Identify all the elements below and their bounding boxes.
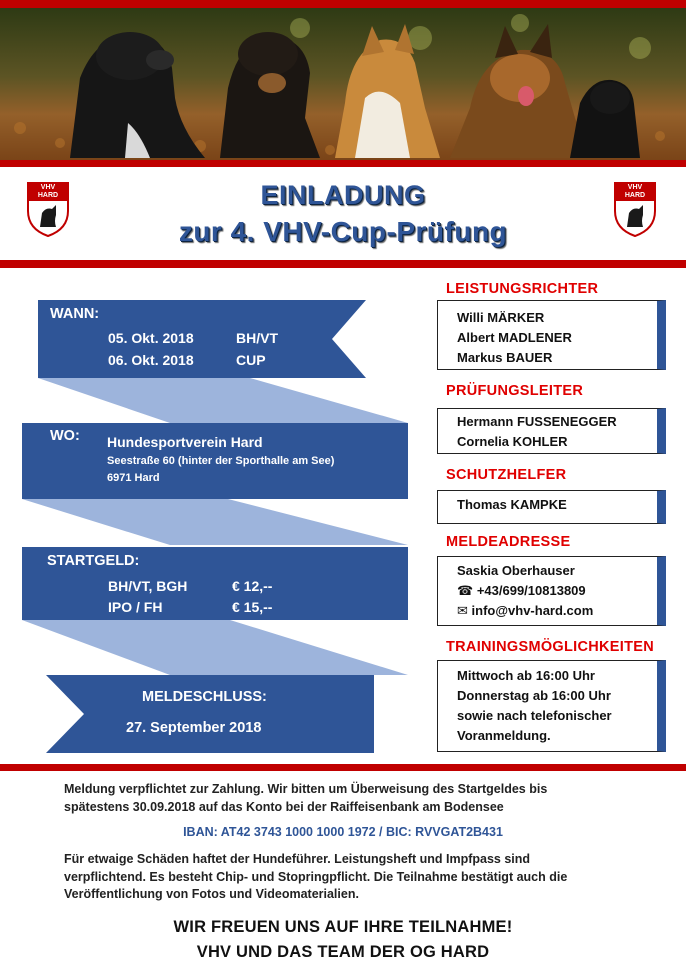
- startgeld-label: STARTGELD:: [47, 553, 140, 569]
- leader-name: Cornelia KOHLER: [457, 434, 568, 449]
- schutzhelfer-box: [437, 490, 666, 524]
- closing-line-1: WIR FREUEN UNS AUF IHRE TEILNAHME!: [173, 918, 513, 936]
- liability-line-1: Für etwaige Schäden haftet der Hundeführer. Leistungsheft und Impfpass sind: [64, 852, 531, 866]
- pruefungsleiter-box: [437, 408, 666, 454]
- liability-notice: [64, 851, 644, 904]
- fee-price-2: € 15,--: [232, 599, 273, 615]
- contact-email[interactable]: info@vhv-hard.com: [471, 603, 594, 618]
- wann-date-1: 05. Okt. 2018: [108, 330, 194, 346]
- training-box: [437, 660, 666, 752]
- wo-city: 6971 Hard: [107, 472, 160, 484]
- leistungsrichter-box: [437, 300, 666, 370]
- photo-red-bar: [0, 160, 686, 167]
- payment-line-2: spätestens 30.09.2018 auf das Konto bei der Raiffeisenbank am Bodensee: [64, 799, 504, 814]
- pruefungsleiter-heading: PRÜFUNGSLEITER: [446, 383, 584, 399]
- wo-street: Seestraße 60 (hinter der Sporthalle am See): [107, 455, 335, 467]
- liability-line-3: Veröffentlichung von Fotos und Videomaterialien.: [64, 887, 359, 901]
- helper-name: Thomas KAMPKE: [457, 497, 567, 512]
- page-subtitle: zur 4. VHV-Cup-Prüfung: [178, 216, 508, 247]
- training-line: sowie nach telefonischer: [457, 708, 612, 723]
- header-dog-photo: [0, 8, 686, 160]
- ribbon-connector-1: [38, 378, 408, 423]
- meldeschluss-label: MELDESCHLUSS:: [142, 689, 267, 705]
- top-red-bar: [0, 0, 686, 8]
- footer-red-bar: [0, 764, 686, 771]
- badge-right-line1: VHV: [627, 184, 643, 191]
- wann-date-2: 06. Okt. 2018: [108, 352, 194, 368]
- training-heading: TRAININGSMÖGLICHKEITEN: [446, 639, 654, 655]
- judge-name: Willi MÄRKER: [457, 310, 545, 325]
- training-line: Mittwoch ab 16:00 Uhr: [457, 668, 595, 683]
- judge-name: Markus BAUER: [457, 350, 553, 365]
- leistungsrichter-heading: LEISTUNGSRICHTER: [446, 281, 599, 297]
- badge-right-line2: HARD: [624, 192, 646, 199]
- contact-name: Saskia Oberhauser: [457, 563, 575, 578]
- band-meldeschluss: [46, 675, 374, 753]
- fee-price-1: € 12,--: [232, 578, 273, 594]
- closing-line-2: VHV UND DAS TEAM DER OG HARD: [196, 943, 490, 961]
- wann-type-2: CUP: [236, 352, 266, 368]
- fee-category-2: IPO / FH: [108, 599, 163, 615]
- training-line: Voranmeldung.: [457, 728, 551, 743]
- ribbon-connector-3: [22, 620, 408, 675]
- judge-name: Albert MADLENER: [457, 330, 572, 345]
- wo-label: WO:: [50, 428, 80, 444]
- wo-venue: Hundesportverein Hard: [107, 434, 263, 450]
- meldeadresse-box: [437, 556, 666, 626]
- contact-phone[interactable]: +43/699/10813809: [476, 583, 586, 598]
- badge-left-line2: HARD: [37, 192, 59, 199]
- training-line: Donnerstag ab 16:00 Uhr: [457, 688, 611, 703]
- dogs-illustration: [0, 8, 686, 160]
- phone-icon: ☎: [457, 583, 474, 598]
- leader-name: Hermann FUSSENEGGER: [457, 414, 617, 429]
- payment-notice: [64, 781, 644, 816]
- payment-line-1: Meldung verpflichtet zur Zahlung. Wir bitten um Überweisung des Startgeldes bis: [64, 782, 548, 796]
- mail-icon: ✉: [457, 603, 468, 618]
- fee-category-1: BH/VT, BGH: [108, 578, 188, 594]
- schutzhelfer-heading: SCHUTZHELFER: [446, 467, 567, 483]
- badge-left-line1: VHV: [40, 184, 56, 191]
- ribbon-connector-2: [22, 499, 408, 545]
- meldeadresse-heading: MELDEADRESSE: [446, 534, 571, 550]
- iban-line: IBAN: AT42 3743 1000 1000 1972 / BIC: RVVGAT2B431: [183, 825, 503, 839]
- page-title: EINLADUNG: [260, 180, 426, 210]
- liability-line-2: verpflichtend. Es besteht Chip- und Stopringpflicht. Die Teilnahme bestätigt auch die: [64, 869, 568, 884]
- wann-label: WANN:: [50, 306, 100, 322]
- meldeschluss-date: 27. September 2018: [126, 720, 262, 736]
- wann-type-1: BH/VT: [236, 330, 278, 346]
- header-red-bar: [0, 260, 686, 268]
